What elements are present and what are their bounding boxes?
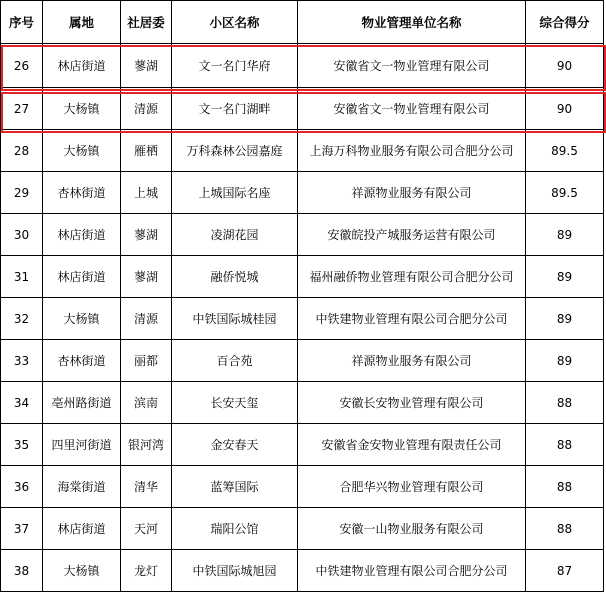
cell-company: 安徽省金安物业管理有限责任公司 xyxy=(298,424,526,466)
table-row xyxy=(1,130,604,172)
cell-score: 88 xyxy=(526,466,604,508)
table-row xyxy=(1,88,604,130)
table-row xyxy=(1,214,604,256)
table-row xyxy=(1,550,604,592)
cell-area: 杏林街道 xyxy=(43,340,121,382)
cell-area: 林店街道 xyxy=(43,214,121,256)
cell-area: 林店街道 xyxy=(43,256,121,298)
cell-score: 89 xyxy=(526,214,604,256)
cell-company: 中铁建物业管理有限公司合肥分公司 xyxy=(298,298,526,340)
cell-committee: 雁栖 xyxy=(121,130,172,172)
cell-no: 26 xyxy=(1,44,43,88)
cell-company: 安徽长安物业管理有限公司 xyxy=(298,382,526,424)
cell-score: 90 xyxy=(526,44,604,88)
cell-committee: 银河湾 xyxy=(121,424,172,466)
cell-company: 祥源物业服务有限公司 xyxy=(298,340,526,382)
cell-no: 35 xyxy=(1,424,43,466)
cell-committee: 滨南 xyxy=(121,382,172,424)
cell-committee: 丽都 xyxy=(121,340,172,382)
cell-company: 福州融侨物业管理有限公司合肥分公司 xyxy=(298,256,526,298)
cell-area: 海棠街道 xyxy=(43,466,121,508)
cell-score: 87 xyxy=(526,550,604,592)
cell-community: 文一名门华府 xyxy=(172,44,298,88)
header-area: 属地 xyxy=(43,1,121,44)
cell-no: 28 xyxy=(1,130,43,172)
table-row xyxy=(1,466,604,508)
table-row xyxy=(1,44,604,88)
header-no: 序号 xyxy=(1,1,43,44)
cell-area: 大杨镇 xyxy=(43,130,121,172)
cell-community: 文一名门湖畔 xyxy=(172,88,298,130)
cell-committee: 蓼湖 xyxy=(121,44,172,88)
cell-area: 大杨镇 xyxy=(43,550,121,592)
cell-score: 89 xyxy=(526,298,604,340)
cell-no: 38 xyxy=(1,550,43,592)
cell-committee: 上城 xyxy=(121,172,172,214)
cell-area: 林店街道 xyxy=(43,44,121,88)
cell-company: 合肥华兴物业管理有限公司 xyxy=(298,466,526,508)
header-row xyxy=(1,1,604,44)
header-committee: 社居委 xyxy=(121,1,172,44)
cell-committee: 蓼湖 xyxy=(121,256,172,298)
table-row xyxy=(1,382,604,424)
cell-score: 89.5 xyxy=(526,172,604,214)
cell-committee: 天河 xyxy=(121,508,172,550)
cell-company: 祥源物业服务有限公司 xyxy=(298,172,526,214)
header-company: 物业管理单位名称 xyxy=(298,1,526,44)
cell-community: 凌湖花园 xyxy=(172,214,298,256)
cell-company: 上海万科物业服务有限公司合肥分公司 xyxy=(298,130,526,172)
cell-company: 安徽省文一物业管理有限公司 xyxy=(298,88,526,130)
table-row xyxy=(1,508,604,550)
header-score: 综合得分 xyxy=(526,1,604,44)
cell-community: 万科森林公园嘉庭 xyxy=(172,130,298,172)
cell-score: 89.5 xyxy=(526,130,604,172)
cell-area: 杏林街道 xyxy=(43,172,121,214)
cell-community: 中铁国际城桂园 xyxy=(172,298,298,340)
cell-company: 安徽省文一物业管理有限公司 xyxy=(298,44,526,88)
cell-area: 四里河街道 xyxy=(43,424,121,466)
cell-committee: 清源 xyxy=(121,88,172,130)
table-row xyxy=(1,172,604,214)
table-row xyxy=(1,424,604,466)
cell-no: 33 xyxy=(1,340,43,382)
cell-no: 27 xyxy=(1,88,43,130)
cell-company: 安徽皖投产城服务运营有限公司 xyxy=(298,214,526,256)
cell-community: 长安天玺 xyxy=(172,382,298,424)
cell-area: 林店街道 xyxy=(43,508,121,550)
cell-committee: 龙灯 xyxy=(121,550,172,592)
cell-no: 29 xyxy=(1,172,43,214)
cell-area: 大杨镇 xyxy=(43,88,121,130)
cell-score: 89 xyxy=(526,340,604,382)
cell-company: 安徽一山物业服务有限公司 xyxy=(298,508,526,550)
cell-community: 金安春天 xyxy=(172,424,298,466)
cell-committee: 清源 xyxy=(121,298,172,340)
cell-score: 88 xyxy=(526,508,604,550)
cell-community: 融侨悦城 xyxy=(172,256,298,298)
table-row xyxy=(1,298,604,340)
header-community: 小区名称 xyxy=(172,1,298,44)
table-row xyxy=(1,256,604,298)
cell-no: 37 xyxy=(1,508,43,550)
cell-no: 36 xyxy=(1,466,43,508)
cell-community: 蓝筹国际 xyxy=(172,466,298,508)
cell-community: 上城国际名座 xyxy=(172,172,298,214)
cell-score: 89 xyxy=(526,256,604,298)
table-row xyxy=(1,340,604,382)
cell-committee: 清华 xyxy=(121,466,172,508)
cell-no: 31 xyxy=(1,256,43,298)
cell-score: 90 xyxy=(526,88,604,130)
cell-no: 30 xyxy=(1,214,43,256)
cell-score: 88 xyxy=(526,424,604,466)
cell-community: 瑞阳公馆 xyxy=(172,508,298,550)
cell-committee: 蓼湖 xyxy=(121,214,172,256)
cell-no: 34 xyxy=(1,382,43,424)
cell-score: 88 xyxy=(526,382,604,424)
cell-no: 32 xyxy=(1,298,43,340)
cell-area: 大杨镇 xyxy=(43,298,121,340)
cell-community: 百合苑 xyxy=(172,340,298,382)
cell-community: 中铁国际城旭园 xyxy=(172,550,298,592)
cell-company: 中铁建物业管理有限公司合肥分公司 xyxy=(298,550,526,592)
cell-area: 亳州路街道 xyxy=(43,382,121,424)
